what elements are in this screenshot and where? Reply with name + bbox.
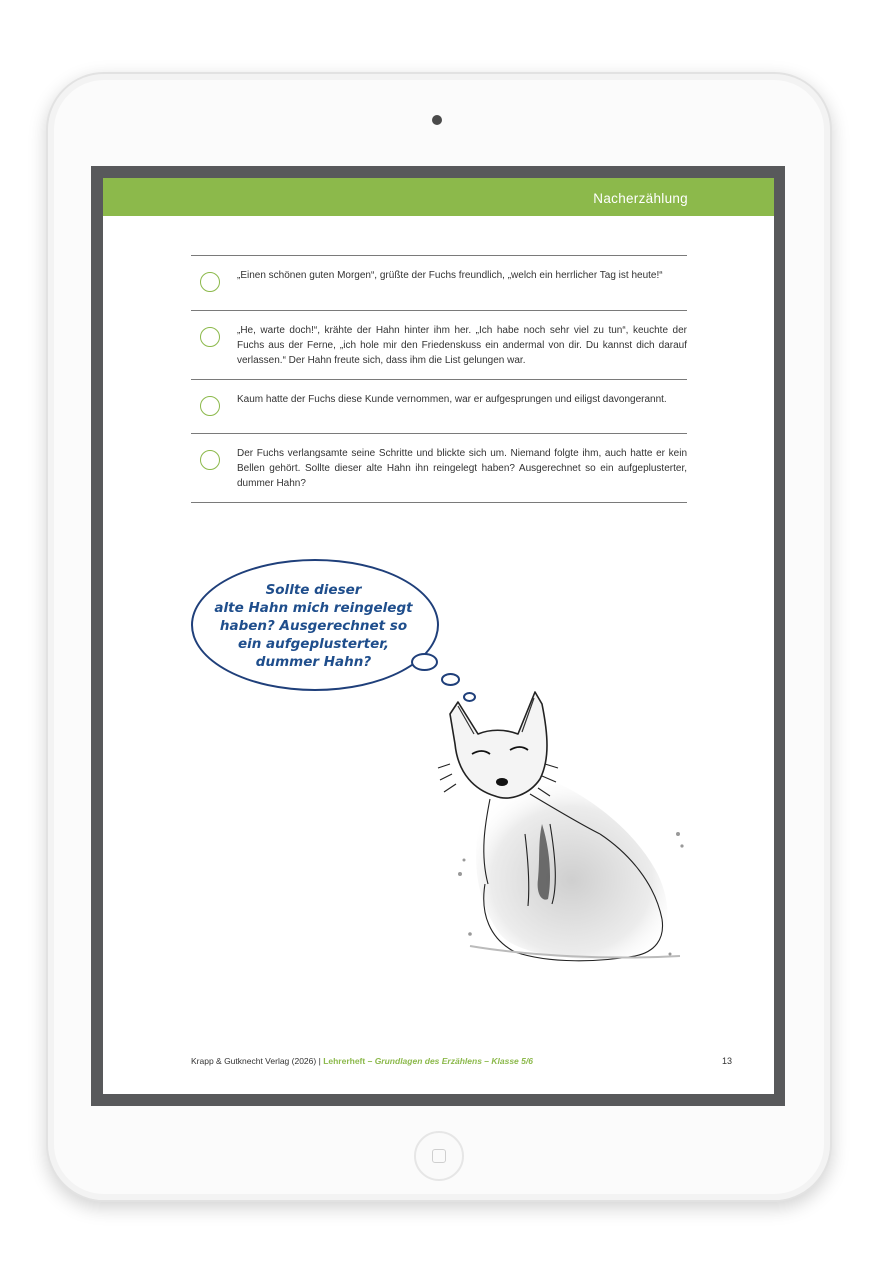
- camera-icon: [432, 115, 442, 125]
- footer-separator: |: [318, 1056, 321, 1066]
- bubble-line: ein aufgeplusterter,: [237, 636, 390, 652]
- bubble-line: alte Hahn mich reingelegt: [214, 600, 413, 616]
- bubble-line: haben? Ausgerechnet so: [219, 618, 408, 634]
- bubble-line: dummer Hahn?: [255, 654, 372, 670]
- circle-checkbox-icon[interactable]: [200, 396, 220, 416]
- thought-bubble-text: [206, 581, 421, 671]
- item-text: „He, warte doch!“, krähte der Hahn hinter ihm her. „Ich habe noch sehr viel zu tun“, keuchte der Fuchs aus der Ferne, „ich hole mir den Friedenskuss ein andermal von dir. Du kannst dich darauf verlassen.“ Der Hahn freute sich, dass ihm die List gelungen war.: [237, 325, 687, 366]
- item-text: Der Fuchs verlangsamte seine Schritte und blickte sich um. Niemand folgte ihm, auch hatte er kein Bellen gehört. Sollte dieser alte Hahn ihn reingelegt haben? Ausgerechnet so ein aufgeplusterter, dummer Hahn?: [237, 448, 687, 489]
- list-item: [191, 380, 687, 434]
- page-title: Nacherzählung: [593, 191, 688, 206]
- circle-checkbox-icon[interactable]: [200, 272, 220, 292]
- list-item: [191, 256, 687, 311]
- sentence-list: [191, 255, 687, 503]
- footer-series: Lehrerheft: [323, 1056, 366, 1066]
- thought-dot: [411, 653, 438, 671]
- circle-checkbox-icon[interactable]: [200, 327, 220, 347]
- page-footer: [191, 1056, 533, 1066]
- circle-checkbox-icon[interactable]: [200, 450, 220, 470]
- list-item: [191, 434, 687, 503]
- footer-publisher: Krapp & Gutknecht Verlag (2026): [191, 1056, 317, 1066]
- list-item: [191, 311, 687, 380]
- item-text: „Einen schönen guten Morgen“, grüßte der Fuchs freundlich, „welch ein herrlicher Tag ist heute!“: [237, 270, 663, 281]
- footer-series-title: – Grundlagen des Erzählens – Klasse 5/6: [367, 1056, 533, 1066]
- home-button-icon[interactable]: [414, 1131, 464, 1181]
- header-bar: [103, 178, 774, 216]
- page-number: 13: [722, 1056, 733, 1066]
- bubble-line: Sollte dieser: [265, 582, 362, 598]
- fox-illustration: [430, 684, 700, 984]
- item-text: Kaum hatte der Fuchs diese Kunde vernommen, war er aufgesprungen und eiligst davongerannt.: [237, 394, 667, 405]
